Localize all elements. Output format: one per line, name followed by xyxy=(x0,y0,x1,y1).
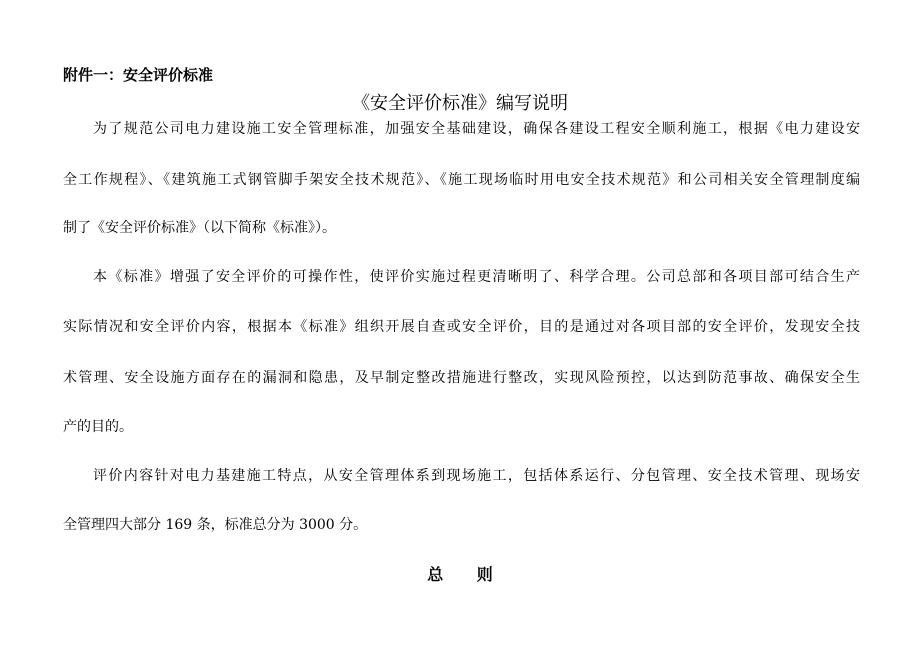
paragraph-3-line-1: 评价内容针对电力基建施工特点，从安全管理体系到现场施工，包括体系运行、分包管理、安全技术管理、现场安 xyxy=(93,468,860,484)
document-title: 《安全评价标准》编写说明 xyxy=(352,93,568,114)
paragraph-2-line-4: 产的目的。 xyxy=(63,419,133,435)
paragraph-1-line-2: 全工作规程》、《建筑施工式钢管脚手架安全技术规范》、《施工现场临时用电安全技术规范》和公司相关安全管理制度编 xyxy=(63,172,860,188)
attachment-heading: 附件一：安全评价标准 xyxy=(63,66,214,84)
paragraph-1-line-3: 制了《安全评价标准》（以下简称《标准》）。 xyxy=(63,220,336,236)
paragraph-1-line-1: 为了规范公司电力建设施工安全管理标准，加强安全基础建设，确保各建设工程安全顺利施工，根据《电力建设安 xyxy=(93,121,860,137)
section-heading: 总 则 xyxy=(427,565,493,584)
paragraph-2-line-1: 本《标准》增强了安全评价的可操作性，使评价实施过程更清晰明了、科学合理。公司总部和各项目部可结合生产 xyxy=(93,269,860,285)
paragraph-2-line-2: 实际情况和安全评价内容，根据本《标准》组织开展自查或安全评价，目的是通过对各项目部的安全评价，发现安全技 xyxy=(63,319,860,335)
paragraph-2-line-3: 术管理、安全设施方面存在的漏洞和隐患，及早制定整改措施进行整改，实现风险预控，以达到防范事故、确保安全生 xyxy=(63,370,860,386)
paragraph-3-line-2: 全管理四大部分 169 条，标准总分为 3000 分。 xyxy=(63,517,368,533)
